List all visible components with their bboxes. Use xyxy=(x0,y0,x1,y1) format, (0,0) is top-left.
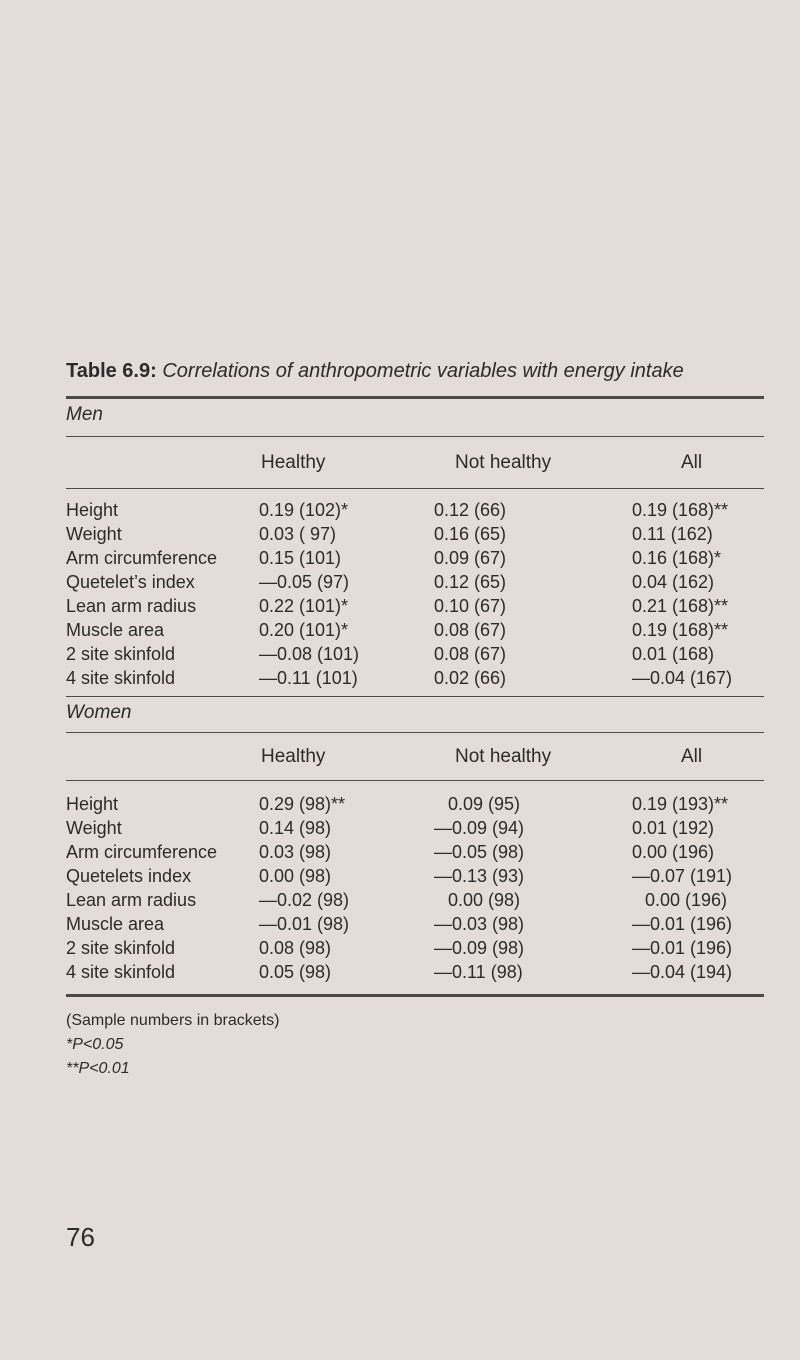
footnote-p001: **P<0.01 xyxy=(66,1060,130,1077)
divider xyxy=(66,732,764,733)
cell-healthy: 0.00 (98) xyxy=(259,866,332,886)
cell-not-healthy: —0.05 (98) xyxy=(434,842,525,862)
cell-not-healthy: 0.08 (67) xyxy=(434,620,507,640)
row-label: Arm circumference xyxy=(66,548,218,568)
table-row xyxy=(66,644,766,668)
footnote-p005: *P<0.05 xyxy=(66,1036,124,1053)
table-row xyxy=(66,500,766,524)
footnote-sample-numbers: (Sample numbers in brackets) xyxy=(66,1012,280,1029)
table-row xyxy=(66,668,766,692)
top-rule xyxy=(66,396,764,399)
cell-all: —0.01 (196) xyxy=(632,938,733,958)
table-caption: Correlations of anthropometric variables with energy intake xyxy=(162,360,684,382)
col-header-healthy: Healthy xyxy=(261,746,326,767)
table-row xyxy=(66,962,766,986)
cell-healthy: 0.19 (102)* xyxy=(259,500,349,520)
cell-not-healthy: —0.09 (98) xyxy=(434,938,525,958)
row-label: 4 site skinfold xyxy=(66,668,176,688)
cell-not-healthy: 0.09 (67) xyxy=(434,548,507,568)
col-header-all: All xyxy=(681,746,703,767)
table-row xyxy=(66,794,766,818)
cell-all: 0.16 (168)* xyxy=(632,548,722,568)
table-row xyxy=(66,620,766,644)
divider xyxy=(66,488,764,489)
table-row xyxy=(66,572,766,596)
cell-not-healthy: —0.03 (98) xyxy=(434,914,525,934)
table-row xyxy=(66,548,766,572)
cell-all: 0.01 (168) xyxy=(632,644,715,664)
cell-all: 0.00 (196) xyxy=(632,842,715,862)
cell-not-healthy: 0.02 (66) xyxy=(434,668,507,688)
cell-all: —0.01 (196) xyxy=(632,914,733,934)
row-label: Quetelets index xyxy=(66,866,192,886)
cell-all: —0.07 (191) xyxy=(632,866,733,886)
table-row xyxy=(66,818,766,842)
cell-not-healthy: —0.09 (94) xyxy=(434,818,525,838)
row-label: Weight xyxy=(66,818,122,838)
cell-healthy: —0.08 (101) xyxy=(259,644,360,664)
row-label: Lean arm radius xyxy=(66,596,197,616)
cell-healthy: 0.29 (98)** xyxy=(259,794,346,814)
cell-not-healthy: —0.13 (93) xyxy=(434,866,525,886)
row-label: Height xyxy=(66,794,119,814)
cell-all: 0.19 (193)** xyxy=(632,794,729,814)
cell-not-healthy: 0.08 (67) xyxy=(434,644,507,664)
row-label: Quetelet’s index xyxy=(66,572,195,592)
cell-healthy: —0.01 (98) xyxy=(259,914,350,934)
cell-all: 0.00 (196) xyxy=(645,890,728,910)
cell-not-healthy: —0.11 (98) xyxy=(434,962,523,982)
row-label: 2 site skinfold xyxy=(66,644,176,664)
table-row xyxy=(66,866,766,890)
row-label: Weight xyxy=(66,524,122,544)
row-label: 2 site skinfold xyxy=(66,938,176,958)
cell-all: 0.21 (168)** xyxy=(632,596,729,616)
col-header-all: All xyxy=(681,452,703,473)
cell-healthy: 0.15 (101) xyxy=(259,548,342,568)
cell-all: 0.11 (162) xyxy=(632,524,713,544)
table-row xyxy=(66,914,766,938)
table-row xyxy=(66,524,766,548)
table-number: Table 6.9: xyxy=(66,360,157,382)
cell-all: —0.04 (167) xyxy=(632,668,733,688)
section-label-women: Women xyxy=(66,702,132,723)
table-row xyxy=(66,890,766,914)
cell-healthy: 0.22 (101)* xyxy=(259,596,349,616)
cell-not-healthy: 0.12 (65) xyxy=(434,572,507,592)
cell-healthy: 0.20 (101)* xyxy=(259,620,349,640)
cell-not-healthy: 0.09 (95) xyxy=(448,794,521,814)
row-label: Arm circumference xyxy=(66,842,218,862)
cell-healthy: —0.02 (98) xyxy=(259,890,350,910)
cell-all: —0.04 (194) xyxy=(632,962,733,982)
table-row xyxy=(66,938,766,962)
page-number: 76 xyxy=(66,1222,95,1252)
cell-not-healthy: 0.10 (67) xyxy=(434,596,507,616)
bottom-rule xyxy=(66,994,764,997)
cell-healthy: 0.03 ( 97) xyxy=(259,524,337,544)
divider xyxy=(66,436,764,437)
cell-healthy: 0.05 (98) xyxy=(259,962,332,982)
cell-all: 0.19 (168)** xyxy=(632,620,729,640)
col-header-healthy: Healthy xyxy=(261,452,326,473)
section-label-men: Men xyxy=(66,404,103,425)
cell-healthy: —0.11 (101) xyxy=(259,668,358,688)
table-title xyxy=(66,360,766,383)
col-header-not-healthy: Not healthy xyxy=(455,452,552,473)
cell-healthy: 0.08 (98) xyxy=(259,938,332,958)
divider xyxy=(66,696,764,697)
cell-healthy: 0.03 (98) xyxy=(259,842,332,862)
cell-not-healthy: 0.16 (65) xyxy=(434,524,507,544)
cell-not-healthy: 0.00 (98) xyxy=(448,890,521,910)
row-label: 4 site skinfold xyxy=(66,962,176,982)
table-row xyxy=(66,596,766,620)
row-label: Muscle area xyxy=(66,620,165,640)
cell-all: 0.19 (168)** xyxy=(632,500,729,520)
cell-healthy: —0.05 (97) xyxy=(259,572,350,592)
row-label: Height xyxy=(66,500,119,520)
table-row xyxy=(66,842,766,866)
divider xyxy=(66,780,764,781)
cell-healthy: 0.14 (98) xyxy=(259,818,332,838)
cell-not-healthy: 0.12 (66) xyxy=(434,500,507,520)
cell-all: 0.01 (192) xyxy=(632,818,715,838)
row-label: Lean arm radius xyxy=(66,890,197,910)
cell-all: 0.04 (162) xyxy=(632,572,715,592)
row-label: Muscle area xyxy=(66,914,165,934)
col-header-not-healthy: Not healthy xyxy=(455,746,552,767)
